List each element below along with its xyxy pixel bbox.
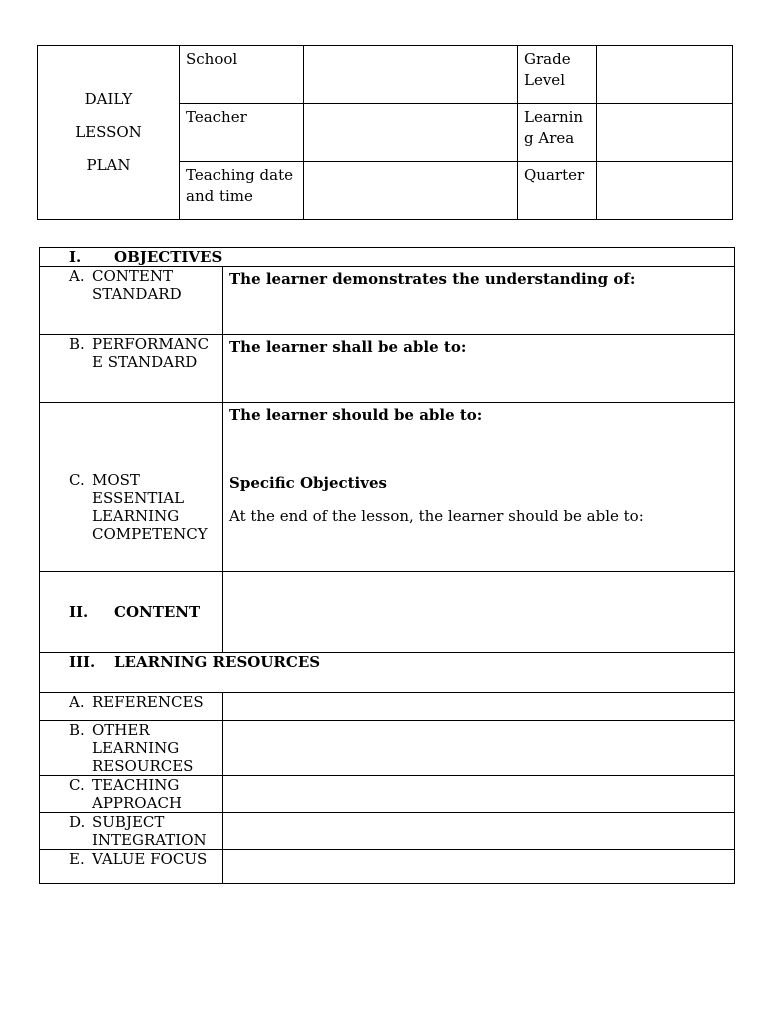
- item-letter: D.: [69, 813, 86, 831]
- learning-area-label: [518, 104, 597, 162]
- other-learning-resources-field[interactable]: [223, 721, 735, 776]
- grade-level-label: [518, 46, 597, 104]
- section-number: I.: [69, 248, 82, 266]
- item-label-line: LEARNING: [92, 739, 180, 757]
- item-label-line: SUBJECT: [92, 813, 165, 831]
- item-label-line: COMPETENCY: [92, 525, 208, 543]
- header-table: [37, 45, 733, 220]
- teaching-approach-field[interactable]: [223, 776, 735, 813]
- item-label-line: INTEGRATION: [92, 831, 207, 849]
- item-label-line: STANDARD: [92, 285, 182, 303]
- performance-standard-field[interactable]: [223, 335, 735, 403]
- competency-text: The learner should be able to:: [229, 406, 483, 424]
- date-label-line: and time: [186, 187, 253, 205]
- item-letter: C.: [69, 776, 85, 794]
- school-label: School: [180, 46, 304, 104]
- teacher-field[interactable]: [304, 104, 518, 162]
- quarter-field[interactable]: [597, 162, 733, 220]
- item-label-line: OTHER: [92, 721, 150, 739]
- item-letter: A.: [69, 693, 85, 711]
- learning-area-field[interactable]: [597, 104, 733, 162]
- teacher-label: Teacher: [180, 104, 304, 162]
- plan-title-line: PLAN: [86, 156, 131, 174]
- item-letter: E.: [69, 850, 85, 868]
- item-label-line: LEARNING: [92, 507, 180, 525]
- date-label-line: Teaching date: [186, 166, 293, 184]
- item-label-line: RESOURCES: [92, 757, 194, 775]
- area-label-line: Learnin: [524, 108, 584, 126]
- content-standard-text: The learner demonstrates the understanding of:: [229, 270, 636, 288]
- resource-item-teaching-approach: [40, 776, 223, 813]
- section-number: II.: [69, 603, 89, 621]
- specific-objectives-text: At the end of the lesson, the learner should be able to:: [229, 507, 644, 525]
- section-title: LEARNING RESOURCES: [114, 653, 321, 671]
- school-field[interactable]: [304, 46, 518, 104]
- competency-field[interactable]: [223, 403, 735, 572]
- teaching-date-field[interactable]: [304, 162, 518, 220]
- resource-item-references: [40, 693, 223, 721]
- content-field[interactable]: [223, 572, 735, 653]
- item-letter: B.: [69, 335, 85, 353]
- item-label-line: REFERENCES: [92, 693, 204, 711]
- performance-standard-label: [40, 335, 223, 403]
- references-field[interactable]: [223, 693, 735, 721]
- plan-title-line: LESSON: [75, 123, 142, 141]
- item-label-line: E STANDARD: [92, 353, 198, 371]
- lesson-plan-table: [39, 247, 735, 884]
- section-title: OBJECTIVES: [114, 248, 223, 266]
- item-label-line: PERFORMANC: [92, 335, 210, 353]
- item-label-line: VALUE FOCUS: [92, 850, 208, 868]
- competency-label: [40, 403, 223, 572]
- item-label-line: TEACHING: [92, 776, 180, 794]
- grade-label-line: Grade: [524, 50, 571, 68]
- subject-integration-field[interactable]: [223, 813, 735, 850]
- item-label-line: ESSENTIAL: [92, 489, 185, 507]
- learning-resources-heading: [40, 653, 735, 693]
- item-label-line: APPROACH: [92, 794, 182, 812]
- grade-label-line: Level: [524, 71, 565, 89]
- content-heading: [40, 572, 223, 653]
- content-standard-label: [40, 267, 223, 335]
- item-label-line: CONTENT: [92, 267, 173, 285]
- performance-standard-text: The learner shall be able to:: [229, 338, 467, 356]
- plan-title-line: DAILY: [84, 90, 133, 108]
- resource-item-other-learning-resources: [40, 721, 223, 776]
- resource-item-subject-integration: [40, 813, 223, 850]
- item-letter: B.: [69, 721, 85, 739]
- content-standard-field[interactable]: [223, 267, 735, 335]
- objectives-heading: [40, 248, 735, 267]
- item-letter: C.: [69, 471, 85, 489]
- section-title: CONTENT: [114, 603, 201, 621]
- specific-objectives-title: Specific Objectives: [229, 474, 387, 492]
- item-label-line: MOST: [92, 471, 140, 489]
- area-label-line: g Area: [524, 129, 575, 147]
- resource-item-value-focus: [40, 850, 223, 884]
- grade-level-field[interactable]: [597, 46, 733, 104]
- item-letter: A.: [69, 267, 85, 285]
- plan-title-cell: [38, 46, 180, 220]
- quarter-label: Quarter: [518, 162, 597, 220]
- teaching-date-label: [180, 162, 304, 220]
- section-number: III.: [69, 653, 96, 671]
- value-focus-field[interactable]: [223, 850, 735, 884]
